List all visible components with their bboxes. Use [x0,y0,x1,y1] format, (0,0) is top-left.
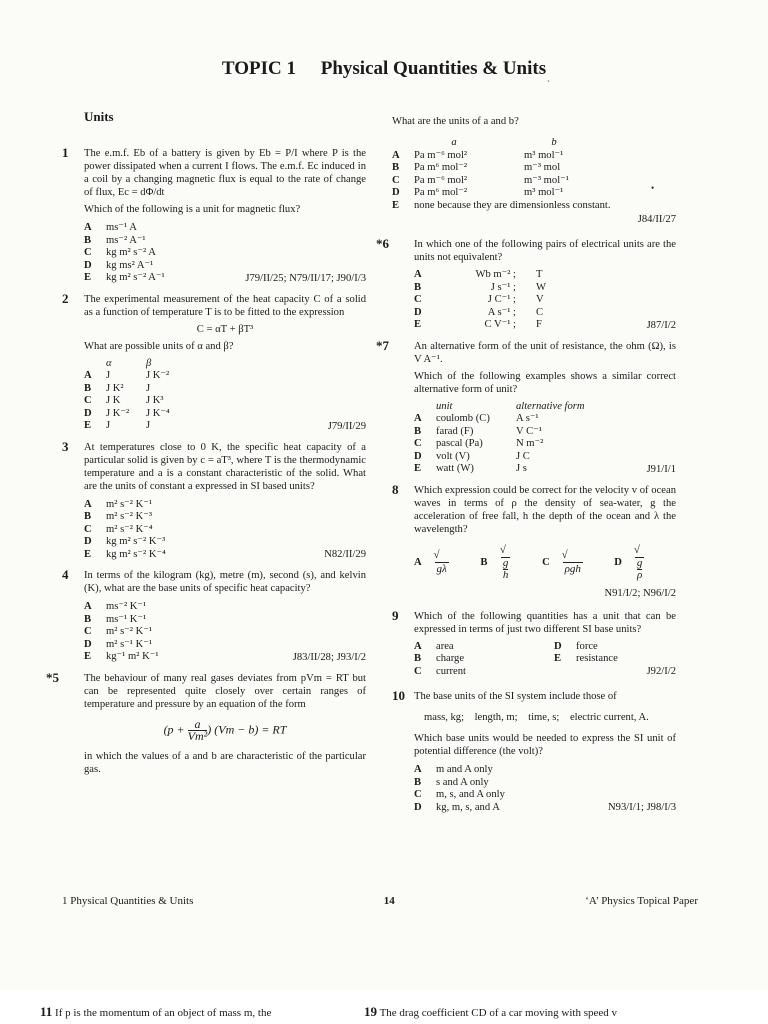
option: E none because they are dimensionless constant. [392,199,611,211]
option-table: α β A J J K⁻² B J K² J C J K J K³ D J K⁻² J K⁻⁴ E J J [84,357,366,432]
question-9 [392,607,676,679]
option: E kg m² s⁻² A⁻¹ [84,272,165,283]
option-table: a b A Pa m⁻⁶ mol² m³ mol⁻¹ B Pa m⁶ mol⁻² m⁻³ mol C Pa m⁻⁶ mol² m⁻³ mol⁻¹ D Pa m⁶ mol⁻² m³ mol⁻¹ E none because they are dimensionless constant. [392,136,676,211]
option: A Wb m⁻² ; T [414,269,543,280]
option: E kg m² s⁻² K⁻⁴ [84,548,166,560]
option: B Pa m⁶ mol⁻² m⁻³ mol [392,162,561,173]
question-text: Which of the following quantities has a unit that can be expressed in terms of just two different SI base units? [414,610,676,635]
option: A Pa m⁻⁶ mol² m³ mol⁻¹ [392,149,564,161]
question-prompt: Which of the following examples shows a similar correct alternative form of unit? [414,370,676,395]
page-number: 14 [383,895,395,907]
scan-mark: ˏ [547,72,550,82]
next-question-19: 19 The drag coefficient CD of a car moving with speed v [364,1004,618,1019]
next-question-11: 11 If p is the momentum of an object of mass m, the [40,1004,272,1019]
question-number: 4 [62,567,69,582]
question-prompt: Which base units would be needed to express the SI unit of potential difference (the volt)? [414,733,676,757]
equation: C = αT + βT³ [196,323,254,335]
exam-reference: J79/II/29 [327,420,366,432]
option: A ms⁻¹ A [84,222,137,233]
question-text: The e.m.f. Eb of a battery is given by Eb = P/I where P is the power dissipated when a current I flows. The e.m.f. Ec induced in a coil by a changing magnetic flux is equal to the rate of change of flux, Ec = dΦ/dt [84,148,366,198]
question-text: At temperatures close to 0 K, the specific heat capacity of a particular solid is given by c = aT³, where T is the thermodynamic temperature and a is a constant characteristic of the solid. What are the units of constant a expressed in SI based units? [84,441,366,492]
option: B ms⁻¹ K⁻¹ [84,613,147,625]
option: B s and A only [414,776,489,788]
van-der-waals-equation: (p + $\frac{a}{\text{Vm²}}$ ) (Vm − b) = RT [163,716,287,743]
option: B charge [414,653,465,664]
topic-number: TOPIC 1 [221,58,296,79]
question-prompt: Which of the following is a unit for magnetic flux? [84,204,301,215]
question-2 [62,290,366,433]
question-text: The base units of the SI system include those of [414,691,617,702]
option: D kg ms² A⁻¹ [84,259,154,271]
option: A m² s⁻² K⁻¹ [84,498,153,510]
option: C m² s⁻² K⁻¹ [84,626,153,637]
question-number: 10 [392,688,405,703]
option: A ms⁻² K⁻¹ [84,601,147,612]
option: C kg m² s⁻² A [84,247,156,258]
base-units-list: mass, kg; length, m; time, s; electric current, A. [424,712,649,723]
question-10 [392,690,676,814]
option: D force [554,640,598,652]
option: B J s⁻¹ ; W [414,281,546,293]
option: B farad (F) V C⁻¹ [414,425,542,437]
question-number: 1 [62,145,69,160]
section-heading: Units [84,109,114,124]
option: D kg, m, s, and A [414,801,500,813]
left-column [46,109,366,784]
option: D Pa m⁶ mol⁻² m³ mol⁻¹ [392,187,564,198]
question-number: 3 [62,438,69,454]
option: D kg m² s⁻² K⁻³ [84,536,166,547]
question-number: 9 [392,607,399,623]
footer-right: ‘A’ Physics Topical Paper [585,895,698,907]
question-text-continued: in which the values of a and b are characteristic of the particular gas. [84,750,366,775]
question-number: *7 [376,337,389,353]
option: B m² s⁻² K⁻³ [84,511,153,522]
question-5 [46,669,366,776]
question-number: 8 [392,481,399,497]
option: E watt (W) J s [414,463,527,474]
right-column [376,115,676,822]
option: C pascal (Pa) N m⁻² [414,438,544,449]
option: B J K² J [84,382,151,394]
page-footer [62,895,698,907]
option: D A s⁻¹ ; C [414,306,544,318]
question-prompt: What are possible units of α and β? [84,340,234,352]
page-title [0,58,768,80]
question-5-continued [392,115,676,226]
question-text: An alternative form of the unit of resistance, the ohm (Ω), is V A⁻¹. [414,340,676,365]
option: A J J K⁻² [84,370,170,381]
exam-reference: J87/I/2 [646,319,676,331]
option: D J K⁻² J K⁻⁴ [84,407,170,419]
question-3 [62,438,366,562]
option: C m² s⁻² K⁻⁴ [84,523,153,535]
question-8 [392,481,676,600]
option: C current [414,665,466,677]
option: C J K J K³ [84,395,164,406]
option: A area [414,640,454,652]
option: A coulomb (C) A s⁻¹ [414,413,539,424]
question-text: The experimental measurement of the heat capacity C of a solid as a function of temperature T is to be fitted to the expression [84,293,366,318]
root-options: A √gλ B √ $\frac{g}{h}$ C √ρgh D √ $\frac{g}{\rho}$ [414,543,643,581]
option: E J J [84,420,151,431]
option: B ms⁻² A⁻¹ [84,234,146,246]
question-prompt: What are the units of a and b? [392,116,519,127]
exam-reference: N93/I/1; J98/I/3 [608,802,676,813]
exam-reference: J83/II/28; J93/I/2 [292,651,366,663]
exam-reference: N91/I/2; N96/I/2 [604,587,676,599]
exam-reference: N82/II/29 [324,549,366,560]
option: C m, s, and A only [414,789,505,800]
question-1 [62,147,366,285]
option: D m² s⁻¹ K⁻¹ [84,638,153,650]
question-number: *5 [46,669,59,685]
question-number: 2 [62,290,69,306]
question-7 [376,337,676,476]
exam-reference: J84/II/27 [637,214,676,225]
topic-name: Physical Quantities & Units [320,58,547,79]
exam-reference: J79/II/25; N79/II/17; J90/I/3 [245,272,366,284]
question-text: The behaviour of many real gases deviates from pVm = RT but can be represented quite closely over certain ranges of temperature and pressure by an equation of the form [84,672,366,710]
question-6 [376,236,676,332]
next-page-preview [0,1004,768,1024]
exam-reference: J91/I/1 [646,463,676,475]
option: E C V⁻¹ ; F [414,319,542,330]
question-text: In which one of the following pairs of electrical units are the units not equivalent? [414,239,676,263]
footer-left: 1 Physical Quantities & Units [62,895,194,907]
question-text: In terms of the kilogram (kg), metre (m), second (s), and kelvin (K), what are the base units of specific heat capacity? [84,570,366,594]
question-number: *6 [376,236,389,251]
option: A m and A only [414,764,493,775]
option: E kg⁻¹ m² K⁻¹ [84,651,159,662]
option: C J C⁻¹ ; V [414,294,544,305]
option: E resistance [554,653,618,664]
scan-dot: • [651,183,655,193]
option-table: unit alternative form A coulomb (C) A s⁻¹ B farad (F) V C⁻¹ C pascal (Pa) N m⁻² D volt (V) J C E watt (W) J s [414,400,676,475]
exam-reference: J92/I/2 [646,666,676,677]
option: C Pa m⁻⁶ mol² m⁻³ mol⁻¹ [392,174,569,186]
question-4 [62,569,366,664]
option: D volt (V) J C [414,450,530,462]
question-text: Which expression could be correct for the velocity v of ocean waves in terms of ρ the density of sea-water, g the acceleration of free fall, h the depth of the ocean and λ the wavelength? [414,484,676,535]
